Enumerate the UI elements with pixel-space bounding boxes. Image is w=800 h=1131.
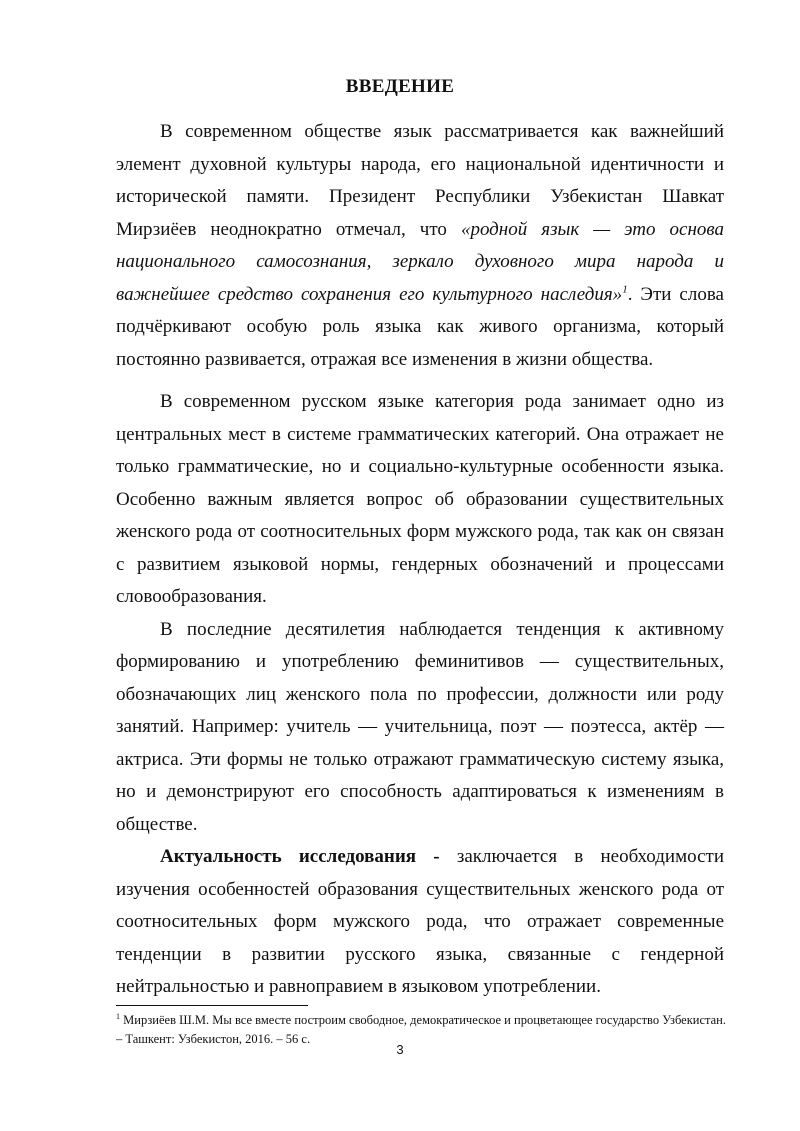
relevance-heading: Актуальность исследования - bbox=[160, 846, 440, 867]
body-text bbox=[116, 116, 724, 1004]
paragraph-intro-text: В современном обществе язык рассматривается как важнейший элемент духовной культуры народа, его национальной идентичности и исторической памяти. Президент Республики Узбекистан Шавкат Мирзиёев неоднократно отмечал, что bbox=[116, 121, 724, 240]
section-title: ВВЕДЕНИЕ bbox=[345, 76, 455, 97]
paragraph-intro-continuation: . Эти слова подчёркивают особую роль языка как живого организма, который постоянно развивается, отражая все изменения в жизни общества. bbox=[116, 283, 724, 370]
footnote-separator bbox=[116, 1005, 308, 1006]
footnote-mark: 1 bbox=[116, 1011, 120, 1021]
president-quote: «родной язык — это основа национального самосознания, зеркало духовного мира народа и важнейшее средство сохранения его культурного наследия» bbox=[116, 218, 724, 305]
paragraph-relevance bbox=[116, 841, 724, 1004]
footnote-reference: 1 bbox=[622, 283, 628, 296]
relevance-text: заключается в необходимости изучения особенностей образования существительных женского рода от соотносительных форм мужского рода, что отражает современные тенденции в развитии русского языка, связанные с гендерной нейтральностью и равноправием в языковом употреблении. bbox=[116, 846, 724, 997]
paragraph-feminitives: В последние десятилетия наблюдается тенденция к активному формированию и употреблению феминитивов — существительных, обозначающих лиц женского пола по профессии, должности или роду занятий. Например: учитель — учительница, поэт — поэтесса, актёр — актриса. Эти формы не только отражают грамматическую систему языка, но и демонстрируют его способность адаптироваться к изменениям в обществе. bbox=[116, 618, 724, 835]
paragraph-gender-category: В современном русском языке категория рода занимает одно из центральных мест в системе грамматических категорий. Она отражает не только грамматические, но и социально-культурные особенности языка. Особенно важным является вопрос об образовании существительных женского рода от соотносительных форм мужского рода, так как он связан с развитием языковой нормы, гендерных обозначений и процессами словообразования. bbox=[116, 391, 724, 607]
paragraph-intro bbox=[116, 116, 724, 376]
page-number: 3 bbox=[396, 1042, 404, 1057]
footnote-text: Мирзиёев Ш.М. Мы все вместе построим свободное, демократическое и процветающее государство Узбекистан. – Ташкент: Узбекистон, 2016. – 56 с. bbox=[116, 1013, 726, 1046]
